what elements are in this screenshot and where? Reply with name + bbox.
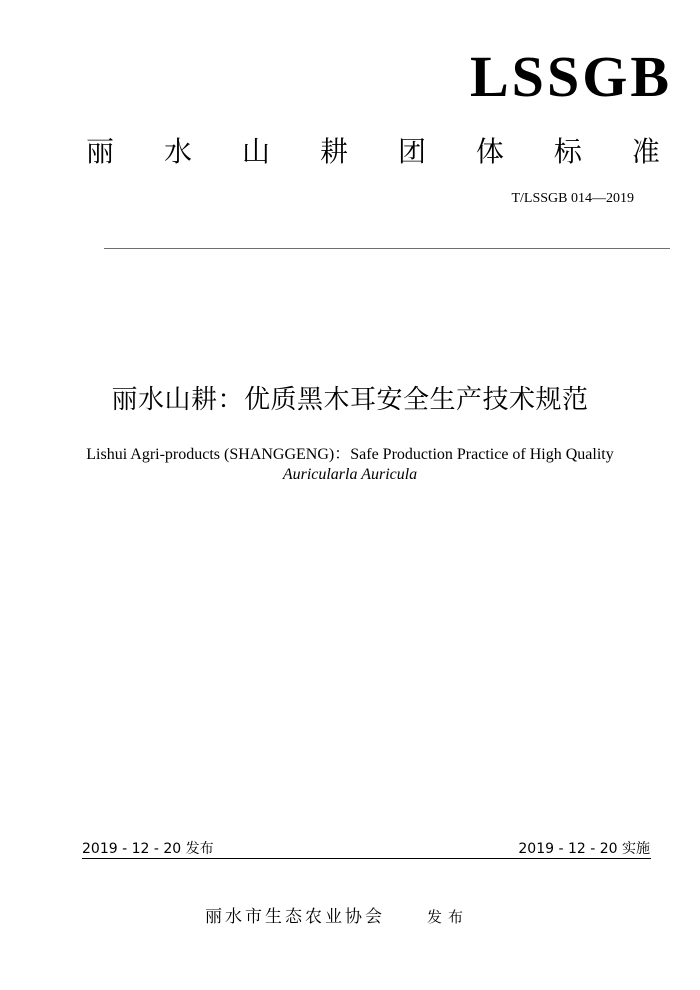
- date-row: [82, 838, 650, 858]
- org-name-char: 耕: [319, 135, 348, 168]
- standard-code: T/LSSGB 014—2019: [511, 191, 634, 206]
- org-name-char: 体: [475, 135, 504, 168]
- standard-logo: LSSGB: [470, 44, 672, 109]
- org-name-char: 山: [241, 135, 270, 168]
- org-name-char: 丽: [86, 135, 115, 168]
- document-title-chinese: 丽水山耕：优质黑木耳安全生产技术规范: [111, 385, 589, 415]
- document-title-english-species: Auricularla Auricula: [282, 466, 418, 483]
- release-date: 2019 - 12 - 20 发布: [82, 841, 214, 857]
- org-name-char: 准: [631, 135, 660, 168]
- org-name-char: 团: [397, 135, 426, 168]
- footer-divider: [82, 858, 651, 859]
- org-name-char: 标: [553, 135, 582, 168]
- document-title-english: Lishui Agri-products (SHANGGENG)：Safe Production Practice of High Quality: [86, 446, 614, 463]
- issue-label: 发布: [427, 908, 470, 926]
- standard-organization-name: [86, 135, 660, 168]
- implementation-date: 2019 - 12 - 20 实施: [518, 841, 650, 857]
- header-divider: [104, 248, 670, 249]
- issuer-row: [205, 902, 469, 927]
- issuing-organization: 丽水市生态农业协会: [205, 907, 385, 927]
- org-name-char: 水: [163, 135, 192, 168]
